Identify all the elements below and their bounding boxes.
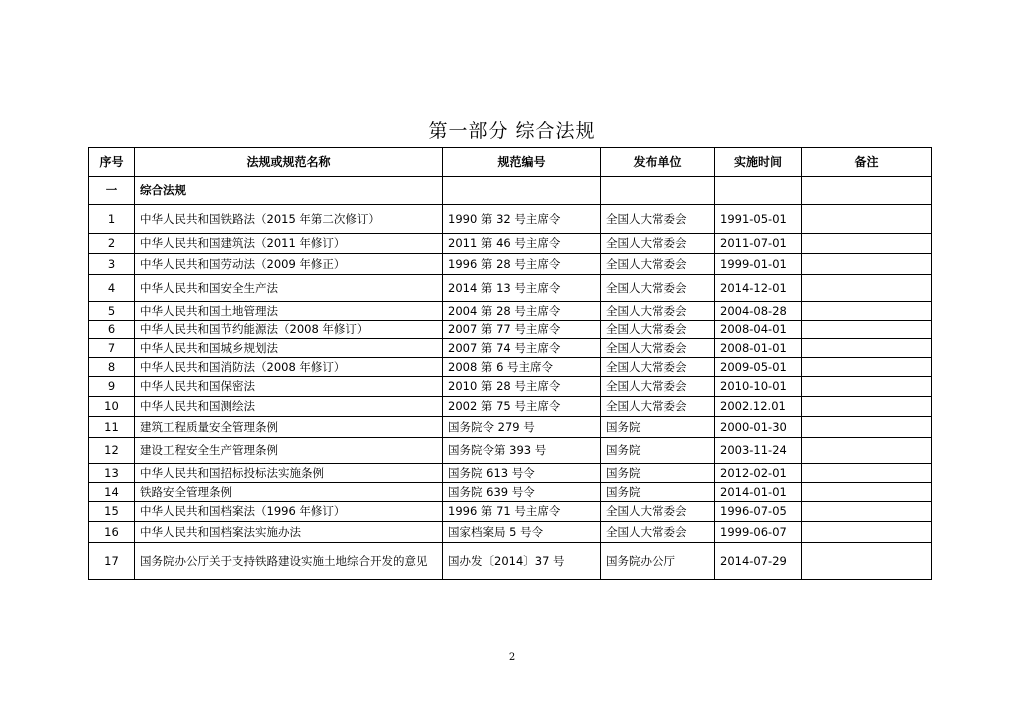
row-seq: 16 bbox=[89, 522, 135, 543]
row-code: 国务院 613 号令 bbox=[443, 464, 601, 483]
table-row bbox=[89, 205, 932, 234]
row-issuer: 全国人大常委会 bbox=[601, 358, 715, 377]
section-name: 综合法规 bbox=[135, 177, 443, 205]
row-date: 2008-01-01 bbox=[715, 339, 802, 358]
row-seq: 1 bbox=[89, 205, 135, 234]
row-date: 1991-05-01 bbox=[715, 205, 802, 234]
row-date: 1999-01-01 bbox=[715, 254, 802, 275]
row-seq: 9 bbox=[89, 377, 135, 397]
row-date: 2014-12-01 bbox=[715, 275, 802, 302]
table-row bbox=[89, 438, 932, 464]
table-row bbox=[89, 358, 932, 377]
row-note bbox=[802, 417, 932, 438]
row-code: 2007 第 77 号主席令 bbox=[443, 321, 601, 339]
row-issuer: 全国人大常委会 bbox=[601, 339, 715, 358]
row-date: 1999-06-07 bbox=[715, 522, 802, 543]
row-date: 2000-01-30 bbox=[715, 417, 802, 438]
row-name: 中华人民共和国土地管理法 bbox=[135, 302, 443, 321]
row-note bbox=[802, 377, 932, 397]
row-issuer: 全国人大常委会 bbox=[601, 522, 715, 543]
row-seq: 7 bbox=[89, 339, 135, 358]
row-issuer: 全国人大常委会 bbox=[601, 397, 715, 417]
row-issuer: 全国人大常委会 bbox=[601, 377, 715, 397]
row-seq: 12 bbox=[89, 438, 135, 464]
row-issuer: 全国人大常委会 bbox=[601, 275, 715, 302]
row-note bbox=[802, 321, 932, 339]
row-note bbox=[802, 339, 932, 358]
row-seq: 14 bbox=[89, 483, 135, 502]
row-name: 铁路安全管理条例 bbox=[135, 483, 443, 502]
row-code: 2011 第 46 号主席令 bbox=[443, 234, 601, 254]
row-date: 1996-07-05 bbox=[715, 502, 802, 522]
row-name: 中华人民共和国测绘法 bbox=[135, 397, 443, 417]
row-date: 2009-05-01 bbox=[715, 358, 802, 377]
table-row bbox=[89, 302, 932, 321]
row-date: 2010-10-01 bbox=[715, 377, 802, 397]
page-title: 第一部分 综合法规 bbox=[428, 120, 596, 142]
row-code: 2007 第 74 号主席令 bbox=[443, 339, 601, 358]
table-row bbox=[89, 377, 932, 397]
row-date: 2011-07-01 bbox=[715, 234, 802, 254]
row-seq: 11 bbox=[89, 417, 135, 438]
row-code: 1996 第 71 号主席令 bbox=[443, 502, 601, 522]
section-empty-cell bbox=[443, 177, 601, 205]
row-date: 2014-01-01 bbox=[715, 483, 802, 502]
row-issuer: 全国人大常委会 bbox=[601, 205, 715, 234]
row-note bbox=[802, 438, 932, 464]
row-name: 中华人民共和国档案法（1996 年修订） bbox=[135, 502, 443, 522]
header-issuer: 发布单位 bbox=[601, 148, 715, 177]
page-number: 2 bbox=[508, 652, 516, 663]
header-note: 备注 bbox=[802, 148, 932, 177]
row-note bbox=[802, 254, 932, 275]
row-seq: 2 bbox=[89, 234, 135, 254]
row-issuer: 国务院 bbox=[601, 464, 715, 483]
table-row bbox=[89, 339, 932, 358]
row-code: 1996 第 28 号主席令 bbox=[443, 254, 601, 275]
table-row bbox=[89, 543, 932, 580]
table-row bbox=[89, 321, 932, 339]
row-code: 国务院令 279 号 bbox=[443, 417, 601, 438]
row-seq: 8 bbox=[89, 358, 135, 377]
row-name: 中华人民共和国保密法 bbox=[135, 377, 443, 397]
header-seq: 序号 bbox=[89, 148, 135, 177]
section-empty-cell bbox=[802, 177, 932, 205]
row-seq: 17 bbox=[89, 543, 135, 580]
row-seq: 5 bbox=[89, 302, 135, 321]
row-issuer: 国务院 bbox=[601, 417, 715, 438]
row-code: 国家档案局 5 号令 bbox=[443, 522, 601, 543]
row-name: 中华人民共和国城乡规划法 bbox=[135, 339, 443, 358]
row-date: 2014-07-29 bbox=[715, 543, 802, 580]
row-note bbox=[802, 205, 932, 234]
row-note bbox=[802, 483, 932, 502]
row-seq: 13 bbox=[89, 464, 135, 483]
section-row bbox=[89, 177, 932, 205]
row-note bbox=[802, 234, 932, 254]
row-code: 2014 第 13 号主席令 bbox=[443, 275, 601, 302]
table-row bbox=[89, 234, 932, 254]
row-note bbox=[802, 543, 932, 580]
row-note bbox=[802, 358, 932, 377]
row-issuer: 全国人大常委会 bbox=[601, 321, 715, 339]
row-name: 中华人民共和国节约能源法（2008 年修订） bbox=[135, 321, 443, 339]
row-code: 2002 第 75 号主席令 bbox=[443, 397, 601, 417]
regulations-table bbox=[88, 147, 932, 580]
table-row bbox=[89, 522, 932, 543]
table-row bbox=[89, 275, 932, 302]
row-code: 2008 第 6 号主席令 bbox=[443, 358, 601, 377]
row-code: 2004 第 28 号主席令 bbox=[443, 302, 601, 321]
header-code: 规范编号 bbox=[443, 148, 601, 177]
row-note bbox=[802, 522, 932, 543]
row-code: 国办发〔2014〕37 号 bbox=[443, 543, 601, 580]
row-name: 建设工程安全生产管理条例 bbox=[135, 438, 443, 464]
table-row bbox=[89, 254, 932, 275]
row-name: 中华人民共和国劳动法（2009 年修正） bbox=[135, 254, 443, 275]
row-name: 中华人民共和国铁路法（2015 年第二次修订） bbox=[135, 205, 443, 234]
row-issuer: 全国人大常委会 bbox=[601, 234, 715, 254]
row-seq: 6 bbox=[89, 321, 135, 339]
row-issuer: 全国人大常委会 bbox=[601, 302, 715, 321]
section-empty-cell bbox=[715, 177, 802, 205]
header-date: 实施时间 bbox=[715, 148, 802, 177]
row-issuer: 全国人大常委会 bbox=[601, 502, 715, 522]
row-name: 中华人民共和国档案法实施办法 bbox=[135, 522, 443, 543]
table-row bbox=[89, 417, 932, 438]
table-row bbox=[89, 464, 932, 483]
row-note bbox=[802, 397, 932, 417]
row-note bbox=[802, 502, 932, 522]
row-code: 国务院令第 393 号 bbox=[443, 438, 601, 464]
header-name: 法规或规范名称 bbox=[135, 148, 443, 177]
row-name: 国务院办公厅关于支持铁路建设实施土地综合开发的意见 bbox=[135, 543, 443, 580]
section-empty-cell bbox=[601, 177, 715, 205]
row-seq: 10 bbox=[89, 397, 135, 417]
row-note bbox=[802, 302, 932, 321]
row-name: 中华人民共和国安全生产法 bbox=[135, 275, 443, 302]
table-row bbox=[89, 397, 932, 417]
row-note bbox=[802, 275, 932, 302]
row-code: 国务院 639 号令 bbox=[443, 483, 601, 502]
row-name: 中华人民共和国消防法（2008 年修订） bbox=[135, 358, 443, 377]
row-code: 2010 第 28 号主席令 bbox=[443, 377, 601, 397]
row-name: 中华人民共和国建筑法（2011 年修订） bbox=[135, 234, 443, 254]
section-seq: 一 bbox=[89, 177, 135, 205]
table-header-row bbox=[89, 148, 932, 177]
row-date: 2002.12.01 bbox=[715, 397, 802, 417]
row-issuer: 国务院 bbox=[601, 483, 715, 502]
row-date: 2012-02-01 bbox=[715, 464, 802, 483]
table-row bbox=[89, 502, 932, 522]
row-seq: 3 bbox=[89, 254, 135, 275]
row-name: 中华人民共和国招标投标法实施条例 bbox=[135, 464, 443, 483]
row-date: 2008-04-01 bbox=[715, 321, 802, 339]
row-date: 2003-11-24 bbox=[715, 438, 802, 464]
table-row bbox=[89, 483, 932, 502]
row-issuer: 国务院办公厅 bbox=[601, 543, 715, 580]
row-code: 1990 第 32 号主席令 bbox=[443, 205, 601, 234]
row-seq: 15 bbox=[89, 502, 135, 522]
row-issuer: 全国人大常委会 bbox=[601, 254, 715, 275]
row-date: 2004-08-28 bbox=[715, 302, 802, 321]
row-seq: 4 bbox=[89, 275, 135, 302]
row-issuer: 国务院 bbox=[601, 438, 715, 464]
row-note bbox=[802, 464, 932, 483]
row-name: 建筑工程质量安全管理条例 bbox=[135, 417, 443, 438]
